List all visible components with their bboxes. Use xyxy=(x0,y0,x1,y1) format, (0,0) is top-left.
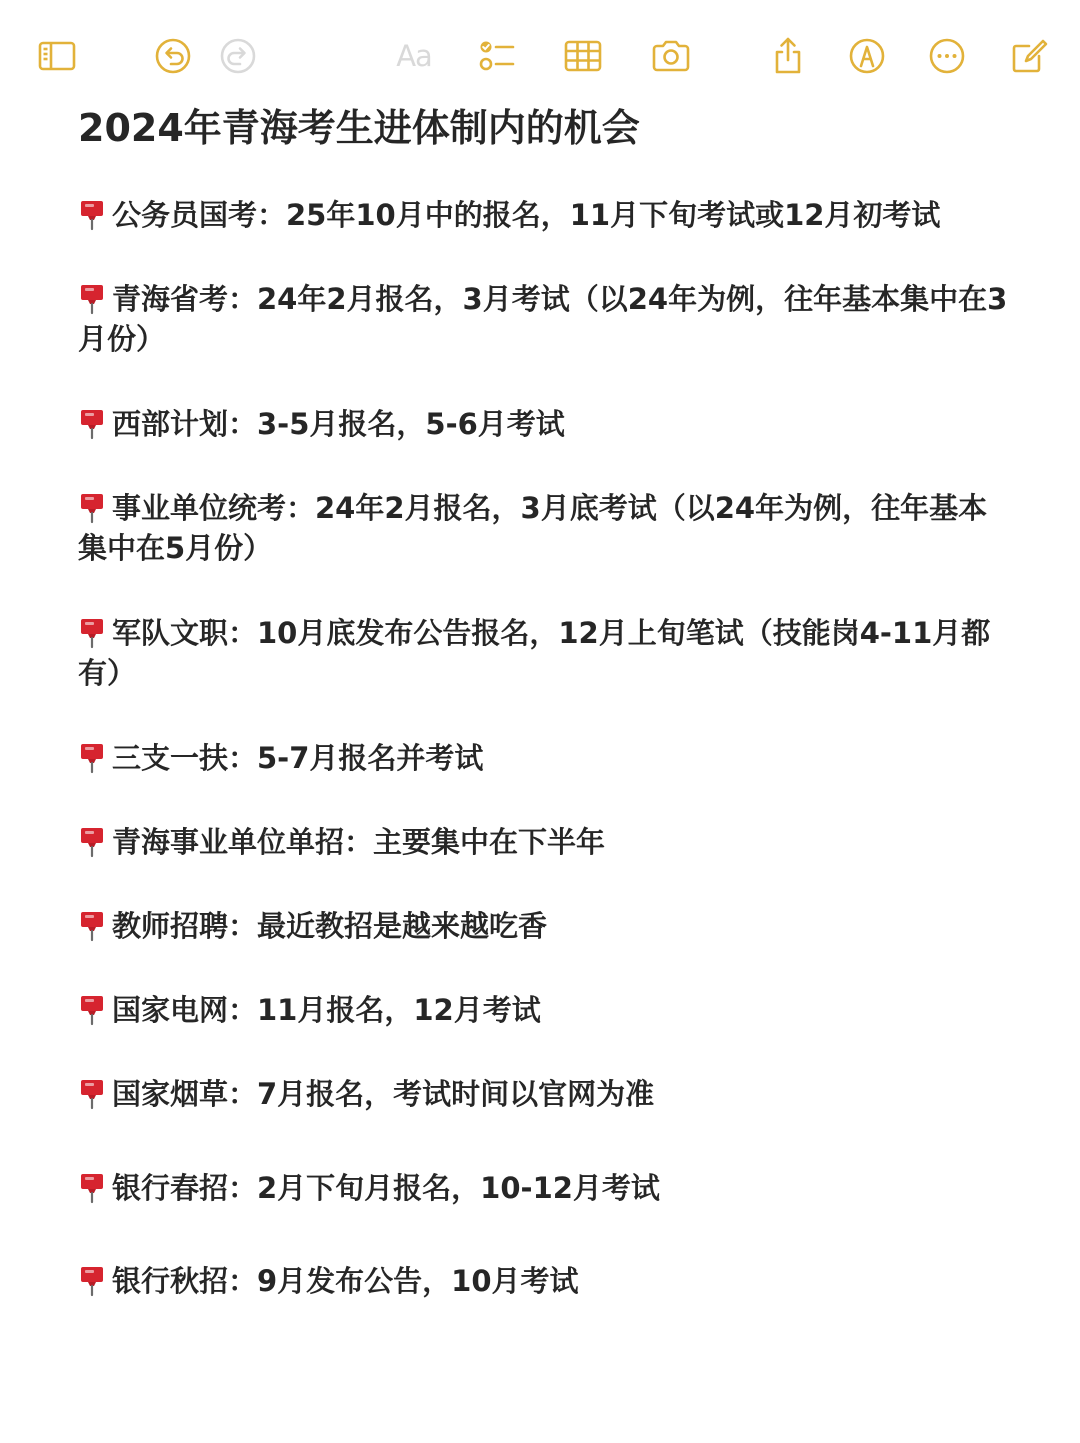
red-pushpin-icon xyxy=(78,824,106,858)
redo-button[interactable] xyxy=(217,35,259,77)
note-item-text: 国家烟草：7月报名，考试时间以官网为准 xyxy=(112,1077,655,1111)
share-button[interactable] xyxy=(767,35,809,77)
note-item xyxy=(78,195,1008,235)
more-button[interactable] xyxy=(926,35,968,77)
checklist-icon xyxy=(477,36,517,76)
note-item-text: 银行春招：2月下旬月报名，10-12月考试 xyxy=(112,1171,660,1205)
red-pushpin-icon xyxy=(78,615,106,649)
note-item xyxy=(78,738,1008,778)
note-item-text: 西部计划：3-5月报名，5-6月考试 xyxy=(112,407,565,441)
note-item xyxy=(78,822,1008,862)
table-button[interactable] xyxy=(562,35,604,77)
format-button[interactable] xyxy=(390,35,438,77)
note-item xyxy=(78,990,1008,1030)
sidebar-icon xyxy=(37,36,77,76)
red-pushpin-icon xyxy=(78,992,106,1026)
table-icon xyxy=(563,36,603,76)
note-item xyxy=(78,1261,1008,1301)
markup-icon xyxy=(847,36,887,76)
note-item xyxy=(78,488,1008,568)
note-item-text: 教师招聘：最近教招是越来越吃香 xyxy=(112,909,548,943)
note-title: 2024年青海考生进体制内的机会 xyxy=(78,106,640,150)
red-pushpin-icon xyxy=(78,1263,106,1297)
markup-button[interactable] xyxy=(846,35,888,77)
camera-icon xyxy=(651,36,691,76)
note-item-text: 公务员国考：25年10月中的报名，11月下旬考试或12月初考试 xyxy=(112,198,941,232)
more-icon xyxy=(927,36,967,76)
red-pushpin-icon xyxy=(78,281,106,315)
format-icon: Aa xyxy=(396,39,432,73)
red-pushpin-icon xyxy=(78,490,106,524)
compose-button[interactable] xyxy=(1008,35,1050,77)
checklist-button[interactable] xyxy=(476,35,518,77)
note-item-text: 国家电网：11月报名，12月考试 xyxy=(112,993,541,1027)
note-item xyxy=(78,404,1008,444)
undo-button[interactable] xyxy=(152,35,194,77)
note-item xyxy=(78,1074,1008,1114)
redo-icon xyxy=(218,36,258,76)
note-item xyxy=(78,1168,1008,1208)
note-item-text: 青海省考：24年2月报名，3月考试（以24年为例，往年基本集中在3月份） xyxy=(78,282,1008,356)
red-pushpin-icon xyxy=(78,1076,106,1110)
camera-button[interactable] xyxy=(650,35,692,77)
red-pushpin-icon xyxy=(78,1170,106,1204)
red-pushpin-icon xyxy=(78,908,106,942)
note-item-text: 青海事业单位单招：主要集中在下半年 xyxy=(112,825,606,859)
note-item-text: 银行秋招：9月发布公告，10月考试 xyxy=(112,1264,579,1298)
share-icon xyxy=(768,36,808,76)
red-pushpin-icon xyxy=(78,406,106,440)
note-item-text: 事业单位统考：24年2月报名，3月底考试（以24年为例，往年基本集中在5月份） xyxy=(78,491,988,565)
red-pushpin-icon xyxy=(78,740,106,774)
red-pushpin-icon xyxy=(78,197,106,231)
note-item xyxy=(78,279,1008,359)
undo-icon xyxy=(153,36,193,76)
note-item xyxy=(78,613,1008,693)
note-item xyxy=(78,906,1008,946)
sidebar-button[interactable] xyxy=(36,35,78,77)
toolbar xyxy=(0,0,1080,110)
note-item-text: 三支一扶：5-7月报名并考试 xyxy=(112,741,484,775)
compose-icon xyxy=(1009,36,1049,76)
note-item-text: 军队文职：10月底发布公告报名，12月上旬笔试（技能岗4-11月都有） xyxy=(78,616,991,690)
